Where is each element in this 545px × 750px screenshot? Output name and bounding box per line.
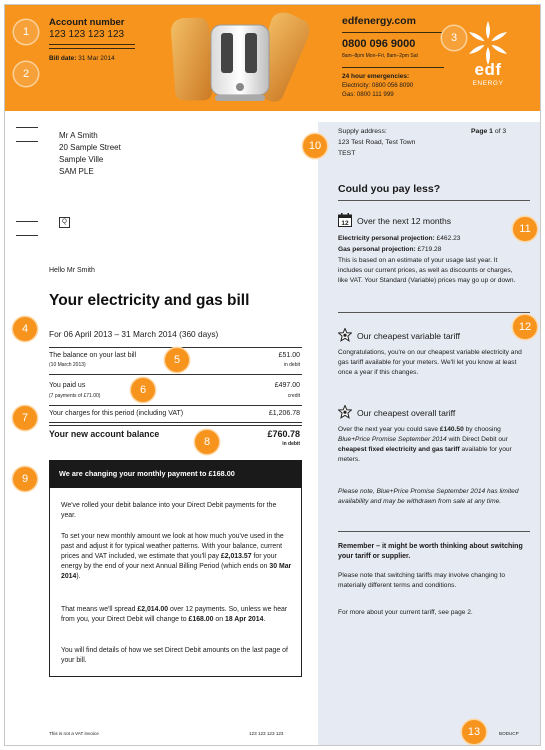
callout-marker: 4: [13, 317, 37, 341]
vat-notice: This is not a VAT invoice: [49, 731, 99, 736]
table-rule: [49, 405, 302, 406]
header-rule: [49, 48, 135, 49]
last-bill-status: in debit: [283, 362, 300, 368]
message-text: on: [215, 616, 224, 624]
gas-projection-label: Gas personal projection:: [338, 246, 416, 253]
logo-subtext: ENERGY: [472, 80, 504, 87]
spread-amount: £2,014.00: [137, 606, 169, 613]
toaster-illustration: [165, 7, 315, 107]
mail-code-box: Q: [59, 217, 70, 228]
page-word: Page 1: [471, 128, 493, 135]
paid-amount: £497.00: [274, 382, 300, 389]
callout-marker: 6: [131, 378, 155, 402]
remember-note: [338, 542, 530, 562]
new-balance-label: Your new account balance: [49, 429, 160, 439]
bill-page: [4, 4, 541, 746]
fold-mark: [16, 235, 38, 236]
calendar-number: 12: [341, 220, 349, 227]
emergency-gas: Gas: 0800 111 999: [342, 91, 394, 98]
callout-marker: 11: [513, 217, 537, 241]
switching-note: Please note that switching tariffs may involve changing to materially different terms and conditions.: [338, 572, 506, 589]
phone-number: 0800 096 9000: [342, 38, 416, 50]
page-indicator: [471, 128, 506, 135]
message-text: .: [263, 616, 266, 624]
message-paragraph: [61, 532, 293, 582]
section-divider: [338, 200, 530, 201]
overall-text-part: with Direct Debit our: [448, 436, 508, 443]
last-bill-label: The balance on your last bill: [49, 352, 137, 359]
bill-date-value: 31 Mar 2014: [78, 55, 115, 62]
cheapest-variable-text: Congratulations, you're on our cheapest variable electricity and gas tariff available for your meters. We'll let you know at least once a year if this changes.: [338, 349, 522, 376]
gas-projection: [338, 245, 530, 255]
bill-date: [49, 55, 115, 62]
next-12-months-heading: Over the next 12 months: [357, 216, 452, 226]
gas-projection-value: £719.28: [417, 246, 442, 253]
direct-debit-change-date: 18 Apr 2014: [224, 616, 264, 624]
account-number: 123 123 123 123: [49, 29, 125, 40]
callout-marker: 7: [13, 406, 37, 430]
paid-detail: (7 payments of £71.00): [49, 393, 101, 399]
callout-marker: 5: [165, 348, 189, 372]
billing-period: For 06 April 2013 – 31 March 2014 (360 days): [49, 329, 219, 339]
callout-marker: 12: [513, 315, 537, 339]
charges-label: Your charges for this period (including VAT): [49, 410, 184, 417]
message-text: over 12 payments. So, unless we hear from you, your Direct Debit will change to: [61, 606, 288, 624]
header-rule: [49, 44, 135, 45]
cheapest-variable-heading: Our cheapest variable tariff: [357, 331, 461, 341]
remember-text: Remember – it might be worth thinking about switching your tariff or supplier.: [338, 543, 523, 560]
message-text: To set your new monthly amount we look at how much you've used in the past and adjust it for typical weather patterns. With your balance, current prices and VAT included, we estimate that you'll pay: [61, 533, 284, 561]
overall-bold-text: cheapest fixed electricity and gas tariff: [338, 446, 460, 453]
address-line: 20 Sample Street: [59, 143, 121, 152]
address-line: Sample Ville: [59, 155, 104, 164]
current-tariff-pointer: For more about your current tariff, see page 2.: [338, 609, 473, 616]
electricity-projection: [338, 234, 530, 244]
electricity-projection-label: Electricity personal projection:: [338, 235, 435, 242]
pay-less-heading: Could you pay less?: [338, 183, 441, 195]
overall-text-part: available for your meters.: [338, 446, 512, 463]
last-bill-amount: £51.00: [278, 352, 300, 359]
callout-marker: 1: [14, 20, 38, 44]
star-badge-icon: [338, 405, 352, 419]
emergency-electricity: Electricity: 0800 056 8090: [342, 82, 414, 89]
emergency-title: 24 hour emergencies:: [342, 73, 410, 80]
charges-amount: £1,206.78: [268, 410, 300, 417]
page-total: of 3: [494, 128, 507, 135]
supply-address-line: 123 Test Road, Test Town: [338, 139, 416, 146]
estimated-total: £2,013.57: [220, 553, 252, 561]
fold-mark: [16, 221, 38, 222]
overall-text-part: Over the next year you could save: [338, 426, 439, 433]
footer-account-number: 123 123 123 123: [249, 731, 284, 736]
header-rule: [342, 32, 444, 33]
fold-mark: [16, 141, 38, 142]
new-balance-amount: £760.78: [267, 429, 300, 439]
opening-hours: 8am–8pm Mon–Fri, 8am–2pm Sat: [342, 53, 418, 59]
paid-status: credit: [287, 393, 300, 399]
message-text: That means we'll spread: [61, 606, 136, 613]
website: edfenergy.com: [342, 15, 416, 27]
calendar-icon: [338, 213, 352, 227]
address-line: Mr A Smith: [59, 131, 98, 140]
footer-code: BODUCP: [499, 731, 519, 736]
overall-tariff-name: Blue+Price Promise September 2014: [338, 436, 447, 443]
callout-marker: 2: [14, 62, 38, 86]
star-badge-icon: [338, 328, 352, 342]
tariff-note-text: Please note, Blue+Price Promise September 2014 has limited availability and may be withdrawn from sale at any time.: [338, 488, 519, 505]
last-bill-date: (10 March 2013): [49, 362, 86, 368]
overall-text-part: by choosing: [465, 426, 501, 433]
message-paragraph: You will find details of how we set Direct Debit amounts on the last page of your bill.: [61, 647, 288, 665]
address-line: SAM PLE: [59, 167, 94, 176]
message-text: for your energy by the end of your next Annual Billing Period (which ends on: [61, 553, 277, 571]
greeting: Hello Mr Smith: [49, 267, 95, 274]
callout-marker: 10: [303, 134, 327, 158]
bill-date-label: Bill date:: [49, 55, 77, 62]
paid-label: You paid us: [49, 382, 86, 389]
table-rule: [49, 374, 302, 375]
callout-marker: 3: [442, 26, 466, 50]
payment-change-title: We are changing your monthly payment to £168.00: [59, 469, 235, 478]
callout-marker: 8: [195, 430, 219, 454]
new-balance-status: in debit: [282, 441, 300, 447]
cheapest-overall-heading: Our cheapest overall tariff: [357, 408, 456, 418]
header-rule: [342, 67, 444, 68]
billing-period-end: 30 Mar 2014: [61, 563, 292, 581]
supply-address-label: Supply address:: [338, 128, 387, 135]
table-rule: [49, 422, 302, 423]
new-monthly-amount: £168.00: [188, 616, 214, 624]
page-title: Your electricity and gas bill: [49, 292, 250, 309]
message-paragraph: We've rolled your debit balance into your Direct Debit payments for the year.: [61, 502, 277, 520]
account-number-label: Account number: [49, 17, 125, 28]
section-divider: [338, 531, 530, 532]
logo-wordmark: edf: [474, 60, 502, 79]
projection-explanation: This is based on an estimate of your usage last year. It includes our current prices, as well as discounts or charges, like VAT. Your Standard (Variable) prices may go up or down.: [338, 257, 516, 284]
section-divider: [338, 312, 530, 313]
cheapest-overall-text: [338, 425, 523, 465]
fold-mark: [16, 127, 38, 128]
callout-marker: 9: [13, 467, 37, 491]
callout-marker: 13: [462, 720, 486, 744]
table-rule: [49, 425, 302, 426]
overall-saving: £140.50: [439, 426, 464, 433]
message-text: ).: [76, 573, 81, 581]
supply-address-line: TEST: [338, 150, 356, 157]
message-paragraph: [61, 605, 293, 625]
tariff-availability-note: [338, 487, 523, 507]
electricity-projection-value: £462.23: [436, 235, 461, 242]
